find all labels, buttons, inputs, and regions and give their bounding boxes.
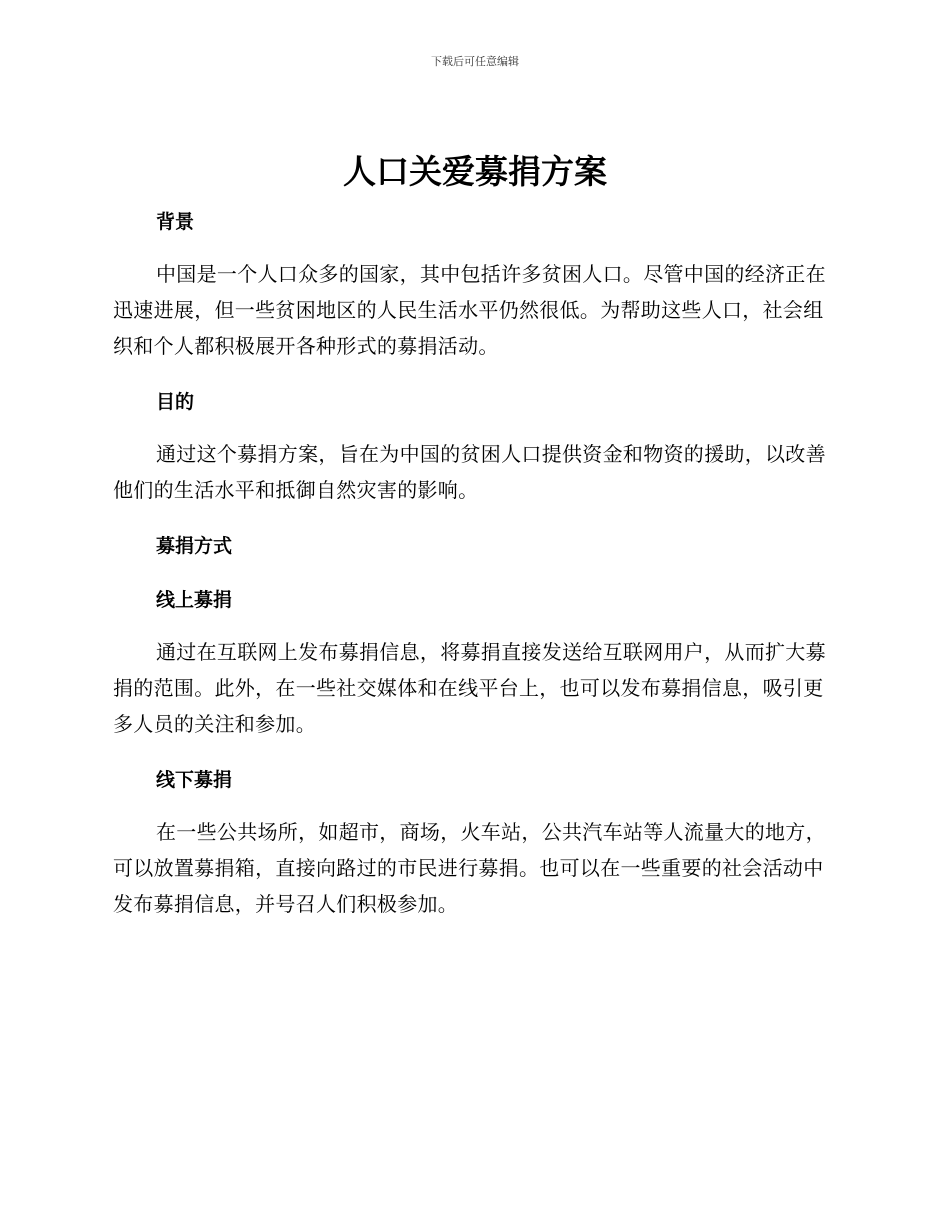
header-note: 下载后可任意编辑: [431, 55, 519, 68]
section-body-offline: 在一些公共场所，如超市，商场，火车站，公共汽车站等人流量大的地方，可以放置募捐箱，直接向路过的市民进行募捐。也可以在一些重要的社会活动中发布募捐信息，并号召人们积极参加。: [113, 820, 826, 916]
section-heading-methods: 募捐方式: [156, 535, 233, 557]
section-heading-offline: 线下募捐: [156, 769, 233, 791]
section-body-background: 中国是一个人口众多的国家，其中包括许多贫困人口。尽管中国的经济正在迅速进展，但一些贫困地区的人民生活水平仍然很低。为帮助这些人口，社会组织和个人都积极展开各种形式的募捐活动。: [113, 262, 826, 358]
document-body: [113, 202, 833, 922]
document-title: 人口关爱募捐方案: [343, 152, 607, 191]
section-body-purpose: 通过这个募捐方案，旨在为中国的贫困人口提供资金和物资的援助，以改善他们的生活水平和抵御自然灾害的影响。: [113, 442, 826, 502]
section-heading-purpose: 目的: [156, 391, 195, 413]
section-heading-online: 线上募捐: [156, 589, 233, 611]
section-heading-background: 背景: [156, 211, 195, 233]
section-body-online: 通过在互联网上发布募捐信息，将募捐直接发送给互联网用户，从而扩大募捐的范围。此外，在一些社交媒体和在线平台上，也可以发布募捐信息，吸引更多人员的关注和参加。: [113, 640, 826, 736]
